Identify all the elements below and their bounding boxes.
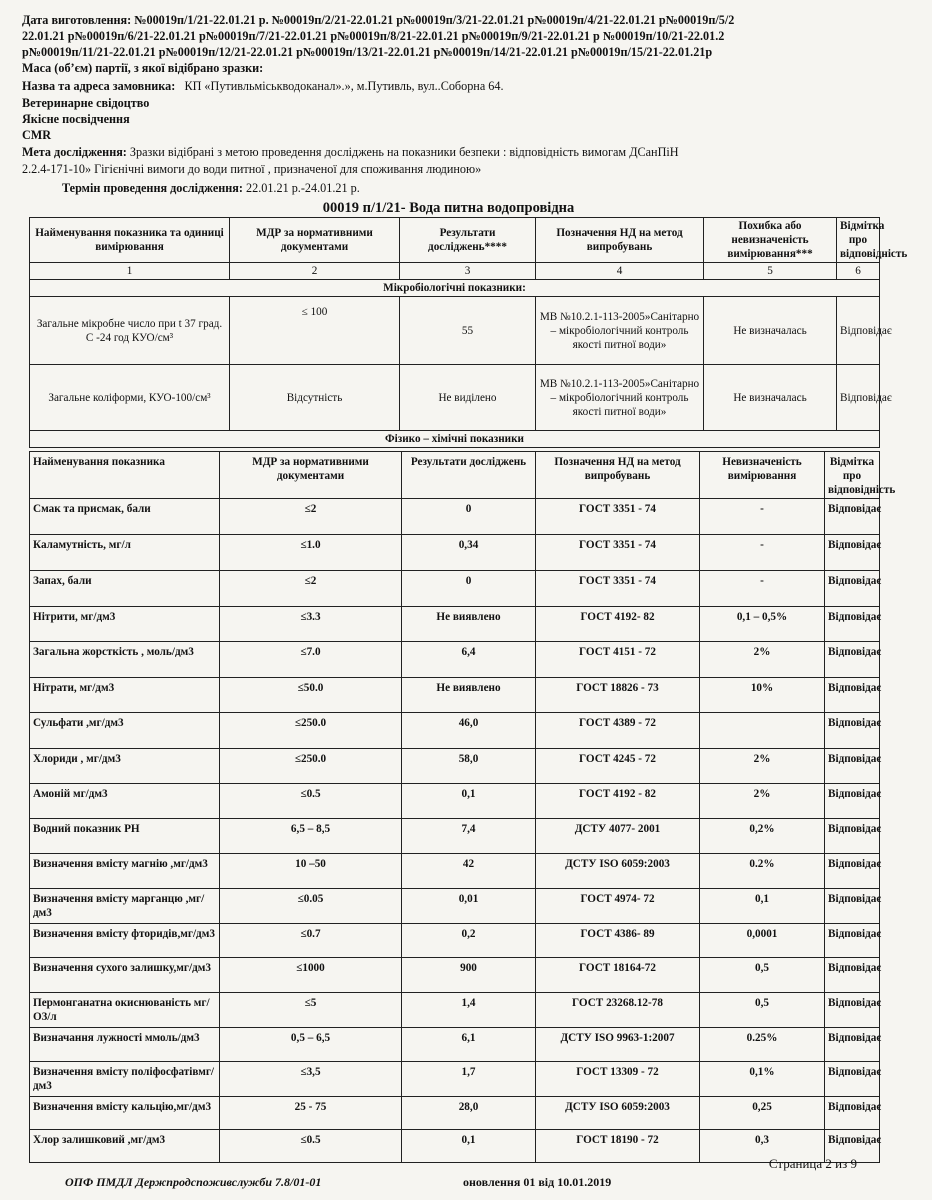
indicator-result: 0,1: [402, 784, 536, 819]
table-header-row: [30, 452, 880, 499]
indicator-name: Визначення вмісту марганцю ,мг/дм3: [30, 889, 220, 924]
indicator-error: -: [700, 535, 825, 571]
table-row: [30, 642, 880, 678]
indicator-method: ГОСТ 4389 - 72: [536, 713, 700, 749]
document-title: 00019 п/1/21- Вода питна водопровідна: [322, 200, 575, 216]
indicator-name: Загальна жорсткість , моль/дм3: [30, 642, 220, 678]
table-row: [30, 958, 880, 993]
indicator-method: ДСТУ ISO 9963-1:2007: [536, 1028, 700, 1062]
table-row: [30, 924, 880, 958]
indicator-mark: Відповідає: [837, 365, 880, 431]
page-number: Страница 2 из 9: [768, 1156, 857, 1171]
term-label: Термін проведення дослідження:: [62, 181, 243, 195]
table-row: [30, 1062, 880, 1097]
indicator-method: ГОСТ 4974- 72: [536, 889, 700, 924]
indicator-error: 2%: [700, 749, 825, 784]
col-header-error: Похибка або невизначеність вимірювання***: [704, 218, 837, 263]
col-number: 6: [837, 263, 880, 280]
indicator-mark: Відповідає: [837, 297, 880, 365]
indicator-error: Не визначалась: [704, 365, 837, 431]
indicator-mdr: ≤5: [220, 993, 402, 1028]
indicator-method: МВ №10.2.1-113-2005»Санітарно – мікробіологічний контроль якості питної води»: [536, 297, 704, 365]
indicator-method: ГОСТ 4192 - 82: [536, 784, 700, 819]
col-header-mark: Відмітка про відповідність: [837, 218, 880, 263]
indicator-mark: Відповідає: [825, 889, 880, 924]
col-header-mdr: МДР за нормативними документами: [230, 218, 400, 263]
indicator-result: 7,4: [402, 819, 536, 854]
indicator-error: 0.25%: [700, 1028, 825, 1062]
indicator-error: 0,25: [700, 1097, 825, 1130]
col-header-result: Результати досліджень: [402, 452, 536, 499]
indicator-method: ГОСТ 3351 - 74: [536, 535, 700, 571]
indicator-mark: Відповідає: [825, 607, 880, 642]
table-row: [30, 749, 880, 784]
revision-note: оновлення 01 від 10.01.2019: [463, 1175, 612, 1189]
table-row: [30, 499, 880, 535]
indicator-mark: Відповідає: [825, 571, 880, 607]
indicator-mark: Відповідає: [825, 819, 880, 854]
indicator-mark: Відповідає: [825, 1097, 880, 1130]
indicator-error: 0,1 – 0,5%: [700, 607, 825, 642]
table-row: [30, 297, 880, 365]
indicator-mark: Відповідає: [825, 1130, 880, 1163]
col-number: 3: [400, 263, 536, 280]
indicator-name: Визначення вмісту поліфосфатівмг/дм3: [30, 1062, 220, 1097]
indicator-name: Визначення вмісту магнію ,мг/дм3: [30, 854, 220, 889]
indicator-mdr: ≤ 100: [230, 297, 400, 365]
indicator-mark: Відповідає: [825, 784, 880, 819]
indicator-mark: Відповідає: [825, 499, 880, 535]
indicator-method: ДСТУ 4077- 2001: [536, 819, 700, 854]
indicator-mark: Відповідає: [825, 1028, 880, 1062]
indicator-mdr: ≤0.7: [220, 924, 402, 958]
indicator-mdr: ≤2: [220, 499, 402, 535]
manufacture-date-value: №00019п/1/21-22.01.21 р. №00019п/2/21-22.01.21 р№00019п/3/21-22.01.21 р№00019п/4/21-22.01.21 р№00019п/5/2: [134, 13, 735, 27]
indicator-method: ГОСТ 18164-72: [536, 958, 700, 993]
indicator-result: 900: [402, 958, 536, 993]
indicator-mdr: ≤3.3: [220, 607, 402, 642]
indicator-result: 0,2: [402, 924, 536, 958]
table-row: [30, 1028, 880, 1062]
table-row: [30, 889, 880, 924]
indicator-method: ГОСТ 4386- 89: [536, 924, 700, 958]
col-number: 4: [536, 263, 704, 280]
indicator-mark: Відповідає: [825, 642, 880, 678]
indicator-name: Визначення сухого залишку,мг/дм3: [30, 958, 220, 993]
indicator-mark: Відповідає: [825, 1062, 880, 1097]
indicator-result: 46,0: [402, 713, 536, 749]
indicator-name: Загальне мікробне число при t 37 град. С -24 год КУО/см³: [30, 297, 230, 365]
section-row: [30, 431, 880, 448]
indicator-result: 0,01: [402, 889, 536, 924]
table-row: [30, 993, 880, 1028]
column-number-row: [30, 263, 880, 280]
customer-line: [22, 78, 892, 94]
indicator-name: Хлор залишковий ,мг/дм3: [30, 1130, 220, 1163]
manufacture-date-line3: р№00019п/11/21-22.01.21 р№00019п/12/21-22.01.21 р№00019п/13/21-22.01.21 р№00019п/14/21-22.01.21 р№00019п/15/21-22.01.21р: [22, 45, 713, 59]
term-line: [62, 180, 932, 196]
microbiology-table: [29, 217, 908, 448]
indicator-mdr: ≤7.0: [220, 642, 402, 678]
indicator-result: 0,1: [402, 1130, 536, 1163]
table-row: [30, 1130, 880, 1163]
table-row: [30, 854, 880, 889]
customer-value: КП «Путивльміськводоканал».», м.Путивль, вул..Соборна 64.: [184, 79, 504, 93]
indicator-error: 0,5: [700, 958, 825, 993]
mass-label: Маса (об’єм) партії, з якої відібрано зразки:: [22, 61, 264, 75]
section-row: [30, 280, 880, 297]
term-value: 22.01.21 р.-24.01.21 р.: [246, 181, 360, 195]
indicator-error: [700, 713, 825, 749]
table-row: [30, 365, 880, 431]
indicator-method: ГОСТ 13309 - 72: [536, 1062, 700, 1097]
indicator-result: 1,7: [402, 1062, 536, 1097]
indicator-result: Не виявлено: [402, 678, 536, 713]
indicator-result: 0,34: [402, 535, 536, 571]
quality-certificate-label: Якісне посвідчення: [22, 112, 130, 126]
indicator-mdr: ≤0.05: [220, 889, 402, 924]
col-header-name: Найменування показника: [30, 452, 220, 499]
cmr-label: CMR: [22, 128, 52, 142]
indicator-name: Хлориди , мг/дм3: [30, 749, 220, 784]
indicator-error: -: [700, 571, 825, 607]
section-title-microbiology: Мікробіологічні показники:: [30, 280, 880, 297]
indicator-method: ГОСТ 4245 - 72: [536, 749, 700, 784]
indicator-method: ГОСТ 18190 - 72: [536, 1130, 700, 1163]
indicator-mdr: ≤2: [220, 571, 402, 607]
indicator-name: Сульфати ,мг/дм3: [30, 713, 220, 749]
table-row: [30, 535, 880, 571]
indicator-result: 55: [400, 297, 536, 365]
indicator-name: Визначення вмісту фторидів,мг/дм3: [30, 924, 220, 958]
indicator-name: Нітрати, мг/дм3: [30, 678, 220, 713]
indicator-mdr: ≤3,5: [220, 1062, 402, 1097]
table-row: [30, 571, 880, 607]
goal-line2: 2.2.4-171-10» Гігієнічні вимоги до води питної , призначеної для споживання людиною»: [22, 162, 482, 176]
indicator-result: 0: [402, 571, 536, 607]
indicator-mark: Відповідає: [825, 713, 880, 749]
manufacture-date-line2: 22.01.21 р№00019п/6/21-22.01.21 р№00019п/7/21-22.01.21 р№00019п/8/21-22.01.21 р№00019п/9/21-22.01.21 р №00019п/10/21-22.01.2: [22, 29, 725, 43]
indicator-result: 28,0: [402, 1097, 536, 1130]
indicator-result: 1,4: [402, 993, 536, 1028]
indicator-name: Пермонганатна окиснюваність мг/О3/л: [30, 993, 220, 1028]
indicator-method: ДСТУ ISO 6059:2003: [536, 854, 700, 889]
indicator-error: 2%: [700, 642, 825, 678]
indicator-method: ДСТУ ISO 6059:2003: [536, 1097, 700, 1130]
indicator-error: 0,1%: [700, 1062, 825, 1097]
section-title-physchem: Фізико – хімічні показники: [30, 431, 880, 448]
goal-label: Мета дослідження:: [22, 145, 127, 159]
indicator-mdr: 25 - 75: [220, 1097, 402, 1130]
indicator-mark: Відповідає: [825, 993, 880, 1028]
indicator-error: 0,5: [700, 993, 825, 1028]
indicator-mdr: Відсутність: [230, 365, 400, 431]
manufacture-date-line1: [22, 12, 892, 28]
indicator-mark: Відповідає: [825, 924, 880, 958]
table-row: [30, 819, 880, 854]
table-row: [30, 713, 880, 749]
col-number: 1: [30, 263, 230, 280]
indicator-method: ГОСТ 3351 - 74: [536, 571, 700, 607]
indicator-name: Нітрити, мг/дм3: [30, 607, 220, 642]
goal-line1: [22, 144, 892, 160]
indicator-name: Амоній мг/дм3: [30, 784, 220, 819]
indicator-mdr: ≤1.0: [220, 535, 402, 571]
indicator-result: 42: [402, 854, 536, 889]
table-header-row: [30, 218, 880, 263]
vet-certificate-label: Ветеринарне свідоцтво: [22, 96, 150, 110]
indicator-result: Не виявлено: [402, 607, 536, 642]
indicator-mark: Відповідає: [825, 678, 880, 713]
indicator-mark: Відповідає: [825, 749, 880, 784]
indicator-mdr: 10 –50: [220, 854, 402, 889]
physchem-table: [29, 451, 896, 1163]
indicator-mdr: 0,5 – 6,5: [220, 1028, 402, 1062]
col-header-mark: Відмітка про відповідність: [825, 452, 880, 499]
indicator-mdr: ≤0.5: [220, 1130, 402, 1163]
indicator-result: 6,4: [402, 642, 536, 678]
col-header-name: Найменування показника та одиниці вимірювання: [30, 218, 230, 263]
indicator-name: Загальне коліформи, КУО-100/см³: [30, 365, 230, 431]
indicator-method: ГОСТ 18826 - 73: [536, 678, 700, 713]
indicator-error: Не визначалась: [704, 297, 837, 365]
indicator-mark: Відповідає: [825, 535, 880, 571]
indicator-name: Запах, бали: [30, 571, 220, 607]
indicator-mdr: ≤1000: [220, 958, 402, 993]
indicator-error: 0.2%: [700, 854, 825, 889]
indicator-method: ГОСТ 4151 - 72: [536, 642, 700, 678]
col-header-method: Позначення НД на метод випробувань: [536, 218, 704, 263]
indicator-error: 2%: [700, 784, 825, 819]
col-number: 5: [704, 263, 837, 280]
indicator-mdr: ≤250.0: [220, 749, 402, 784]
indicator-error: 0,3: [700, 1130, 825, 1163]
indicator-result: Не виділено: [400, 365, 536, 431]
col-header-method: Позначення НД на метод випробувань: [536, 452, 700, 499]
table-row: [30, 607, 880, 642]
indicator-mdr: ≤0.5: [220, 784, 402, 819]
table-row: [30, 678, 880, 713]
indicator-mdr: ≤250.0: [220, 713, 402, 749]
indicator-error: 0,0001: [700, 924, 825, 958]
customer-label: Назва та адреса замовника:: [22, 79, 176, 93]
indicator-method: МВ №10.2.1-113-2005»Санітарно – мікробіологічний контроль якості питної води»: [536, 365, 704, 431]
indicator-mark: Відповідає: [825, 958, 880, 993]
indicator-mdr: 6,5 – 8,5: [220, 819, 402, 854]
indicator-name: Визначання лужності ммоль/дм3: [30, 1028, 220, 1062]
indicator-name: Смак та присмак, бали: [30, 499, 220, 535]
col-number: 2: [230, 263, 400, 280]
col-header-error: Невизначеність вимірювання: [700, 452, 825, 499]
indicator-result: 58,0: [402, 749, 536, 784]
table-row: [30, 1097, 880, 1130]
indicator-error: -: [700, 499, 825, 535]
col-header-result: Результати досліджень****: [400, 218, 536, 263]
indicator-error: 0,2%: [700, 819, 825, 854]
table-row: [30, 784, 880, 819]
document-code: ОПФ ПМДЛ Держпродспоживслужби 7.8/01-01: [65, 1175, 322, 1189]
goal-value: Зразки відібрані з метою проведення досліджень на показники безпеки : відповідність вимогам ДСанПіН: [129, 145, 679, 159]
indicator-method: ГОСТ 23268.12-78: [536, 993, 700, 1028]
indicator-name: Визначення вмісту кальцію,мг/дм3: [30, 1097, 220, 1130]
indicator-error: 10%: [700, 678, 825, 713]
indicator-result: 6,1: [402, 1028, 536, 1062]
indicator-name: Водний показник PH: [30, 819, 220, 854]
indicator-error: 0,1: [700, 889, 825, 924]
indicator-name: Каламутність, мг/л: [30, 535, 220, 571]
indicator-result: 0: [402, 499, 536, 535]
indicator-method: ГОСТ 4192- 82: [536, 607, 700, 642]
indicator-mark: Відповідає: [825, 854, 880, 889]
manufacture-date-label: Дата виготовлення:: [22, 13, 132, 27]
col-header-mdr: МДР за нормативними документами: [220, 452, 402, 499]
indicator-method: ГОСТ 3351 - 74: [536, 499, 700, 535]
indicator-mdr: ≤50.0: [220, 678, 402, 713]
